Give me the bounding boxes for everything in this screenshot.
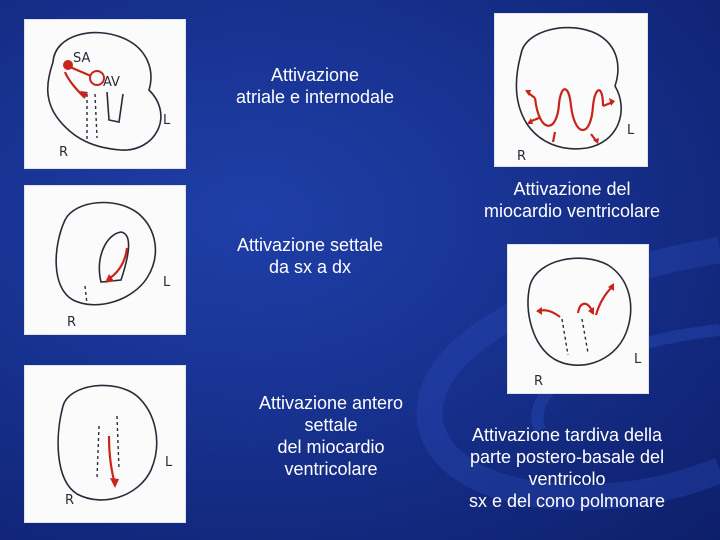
sa-label: SA [73,51,91,66]
caption-late-line-3: ventricolo [528,469,606,489]
caption-late-line-1: Attivazione tardiva della [471,425,663,445]
caption-anteroseptal-line-3: del miocardio [277,437,385,457]
caption-ventricular [458,178,686,222]
caption-atrial [220,64,410,108]
caption-atrial-line-1: Attivazione [270,65,360,85]
left-label: L [634,352,642,367]
caption-ventricular-line-2: miocardio ventricolare [483,201,661,221]
left-label: L [163,113,171,128]
caption-late-line-4: sx e del cono polmonare [468,491,666,511]
caption-anteroseptal-line-1: Attivazione antero [258,393,404,413]
right-label: R [59,145,69,160]
left-label: L [163,275,171,290]
heart-diagram-atrial [25,20,185,168]
caption-late [440,424,694,512]
septal-activation-panel [25,186,185,334]
caption-anteroseptal [236,392,426,480]
caption-septal-line-1: Attivazione settale [236,235,384,255]
heart-diagram-ventricular [495,14,647,166]
caption-anteroseptal-line-2: settale [304,415,358,435]
av-label: AV [103,75,120,90]
heart-diagram-late [508,245,648,393]
ventricular-activation-panel [495,14,647,166]
caption-anteroseptal-line-4: ventricolare [284,459,378,479]
right-label: R [534,374,544,389]
right-label: R [65,493,75,508]
left-label: L [165,455,173,470]
caption-atrial-line-2: atriale e internodale [235,87,395,107]
heart-diagram-septal [25,186,185,334]
caption-septal-line-2: da sx a dx [268,257,352,277]
caption-late-line-2: parte postero-basale del [469,447,665,467]
caption-septal [220,234,400,278]
late-activation-panel [508,245,648,393]
anteroseptal-activation-panel [25,366,185,522]
caption-ventricular-line-1: Attivazione del [513,179,631,199]
heart-diagram-anteroseptal [25,366,185,522]
atrial-activation-panel [25,20,185,168]
right-label: R [517,149,527,164]
left-label: L [627,123,635,138]
right-label: R [67,315,77,330]
